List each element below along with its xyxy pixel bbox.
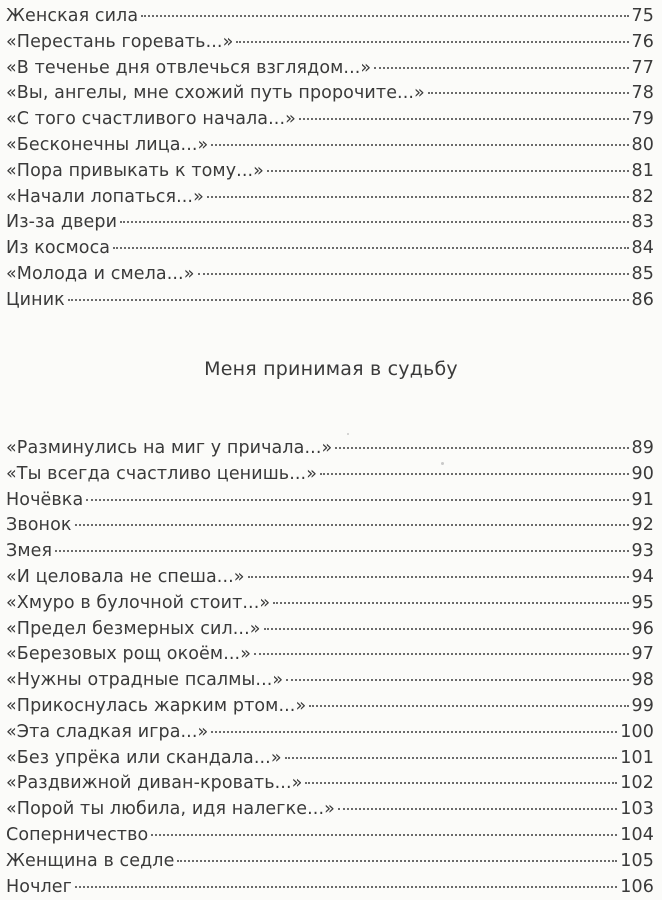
toc-entry-title: «Хмуро в булочной стоит...» <box>6 592 271 613</box>
toc-entry <box>6 746 654 772</box>
toc-entry-page-number: 98 <box>631 670 654 691</box>
toc-entry-title: «Без упрёка или скандала...» <box>6 747 282 768</box>
dot-leader <box>248 576 629 578</box>
toc-entry-title: «И целовала не спеша...» <box>6 566 245 587</box>
dot-leader <box>177 860 617 862</box>
toc-entry-title: «Перестань горевать...» <box>6 31 234 52</box>
toc-entry-title: «Молода и смела...» <box>6 263 195 284</box>
toc-entry <box>6 875 654 900</box>
toc-entry <box>6 617 654 643</box>
dot-leader <box>86 499 628 501</box>
toc-entry-page-number: 96 <box>631 618 654 639</box>
toc-entry-page-number: 95 <box>631 592 654 613</box>
toc-entry <box>6 133 654 159</box>
toc-entry-page-number: 82 <box>631 186 654 207</box>
toc-entry-page-number: 86 <box>631 289 654 310</box>
toc-entry-title: Соперничество <box>6 824 149 845</box>
toc-entry <box>6 642 654 668</box>
toc-entry-page-number: 91 <box>631 489 654 510</box>
toc-entry-title: «С того счастливого начала...» <box>6 109 296 130</box>
toc-entry-page-number: 101 <box>620 747 654 768</box>
toc-entry <box>6 797 654 823</box>
dot-leader <box>211 144 628 146</box>
dot-leader <box>285 757 618 759</box>
dot-leader <box>320 473 629 475</box>
toc-entry-title: «Пора привыкать к тому...» <box>6 160 264 181</box>
toc-entry <box>6 565 654 591</box>
toc-entry-title: «Нужны отрадные псалмы...» <box>6 670 284 691</box>
toc-entry <box>6 288 654 314</box>
dot-leader <box>335 447 628 449</box>
toc-entry <box>6 694 654 720</box>
toc-entry-title: Звонок <box>6 515 72 536</box>
dot-leader <box>286 679 628 681</box>
toc-entry <box>6 56 654 82</box>
dot-leader <box>211 731 617 733</box>
toc-entry <box>6 539 654 565</box>
dot-leader <box>299 118 629 120</box>
dot-leader <box>254 653 629 655</box>
dot-leader <box>273 602 628 604</box>
toc-entry-title: Змея <box>6 541 53 562</box>
toc-entry-title: «Вы, ангелы, мне схожий путь пророчите...» <box>6 83 425 104</box>
toc-list-top <box>6 4 654 314</box>
toc-entry-page-number: 93 <box>631 541 654 562</box>
toc-entry-page-number: 99 <box>631 695 654 716</box>
dot-leader <box>55 550 628 552</box>
toc-entry-page-number: 97 <box>631 644 654 665</box>
toc-entry-title: «Начали лопаться...» <box>6 186 204 207</box>
toc-entry-page-number: 102 <box>620 773 654 794</box>
toc-entry <box>6 462 654 488</box>
dot-leader <box>120 221 628 223</box>
paper-speck <box>347 433 349 435</box>
toc-entry-page-number: 94 <box>631 566 654 587</box>
toc-entry <box>6 488 654 514</box>
toc-entry <box>6 4 654 30</box>
toc-entry-page-number: 78 <box>631 83 654 104</box>
paper-speck <box>441 462 444 465</box>
toc-entry <box>6 771 654 797</box>
toc-entry-title: «Предел безмерных сил...» <box>6 618 261 639</box>
toc-entry-title: «Ты всегда счастливо ценишь...» <box>6 463 318 484</box>
toc-list-bottom <box>6 436 654 900</box>
dot-leader <box>309 705 628 707</box>
toc-entry-title: Женщина в седле <box>6 850 175 871</box>
toc-entry-page-number: 84 <box>631 238 654 259</box>
toc-entry-title: «Порой ты любила, идя налегке...» <box>6 799 335 820</box>
dot-leader <box>374 67 628 69</box>
toc-entry-title: Циник <box>6 289 65 310</box>
dot-leader <box>207 196 629 198</box>
toc-entry <box>6 107 654 133</box>
toc-entry <box>6 81 654 107</box>
toc-entry-page-number: 80 <box>631 134 654 155</box>
toc-entry <box>6 210 654 236</box>
dot-leader <box>141 15 628 17</box>
toc-entry-page-number: 85 <box>631 263 654 284</box>
toc-entry <box>6 823 654 849</box>
toc-entry-title: «Разминулись на миг у причала...» <box>6 438 333 458</box>
toc-entry-page-number: 81 <box>631 160 654 181</box>
toc-entry-page-number: 106 <box>620 876 654 897</box>
toc-entry-title: «Раздвижной диван-кровать...» <box>6 773 303 794</box>
toc-entry-title: Ночлег <box>6 876 72 897</box>
toc-entry-page-number: 92 <box>631 515 654 536</box>
toc-entry-page-number: 90 <box>631 463 654 484</box>
section-title: Меня принимая в судьбу <box>204 358 458 380</box>
dot-leader <box>236 41 628 43</box>
toc-entry-title: «Эта сладкая игра...» <box>6 721 209 742</box>
toc-entry-title: Из-за двери <box>6 212 118 233</box>
dot-leader <box>151 834 617 836</box>
toc-entry <box>6 436 654 462</box>
toc-entry <box>6 513 654 539</box>
toc-entry <box>6 591 654 617</box>
toc-entry <box>6 720 654 746</box>
toc-entry <box>6 30 654 56</box>
toc-entry <box>6 668 654 694</box>
toc-entry <box>6 185 654 211</box>
toc-entry-title: «В теченье дня отвлечься взглядом...» <box>6 57 372 78</box>
dot-leader <box>267 170 629 172</box>
toc-entry-page-number: 76 <box>631 31 654 52</box>
toc-entry-page-number: 105 <box>620 850 654 871</box>
toc-entry <box>6 849 654 875</box>
dot-leader <box>75 886 617 888</box>
dot-leader <box>305 782 617 784</box>
dot-leader <box>428 92 629 94</box>
toc-entry-page-number: 83 <box>631 212 654 233</box>
toc-entry-page-number: 89 <box>631 438 654 458</box>
dot-leader <box>264 628 629 630</box>
toc-entry-title: «Березовых рощ окоём...» <box>6 644 252 665</box>
toc-entry-title: Женская сила <box>6 6 139 26</box>
dot-leader <box>113 247 628 249</box>
toc-entry-title: «Бесконечны лица...» <box>6 134 209 155</box>
dot-leader <box>75 524 629 526</box>
toc-entry-page-number: 75 <box>631 6 654 26</box>
dot-leader <box>198 273 629 275</box>
dot-leader <box>338 808 617 810</box>
toc-entry-page-number: 104 <box>620 824 654 845</box>
toc-entry <box>6 159 654 185</box>
dot-leader <box>68 299 629 301</box>
toc-entry-page-number: 103 <box>620 799 654 820</box>
toc-entry-title: Ночёвка <box>6 489 84 510</box>
toc-entry-title: Из космоса <box>6 238 111 259</box>
toc-entry <box>6 236 654 262</box>
toc-entry-title: «Прикоснулась жарким ртом...» <box>6 695 307 716</box>
toc-entry-page-number: 100 <box>620 721 654 742</box>
toc-entry-page-number: 77 <box>631 57 654 78</box>
toc-entry <box>6 262 654 288</box>
toc-entry-page-number: 79 <box>631 109 654 130</box>
